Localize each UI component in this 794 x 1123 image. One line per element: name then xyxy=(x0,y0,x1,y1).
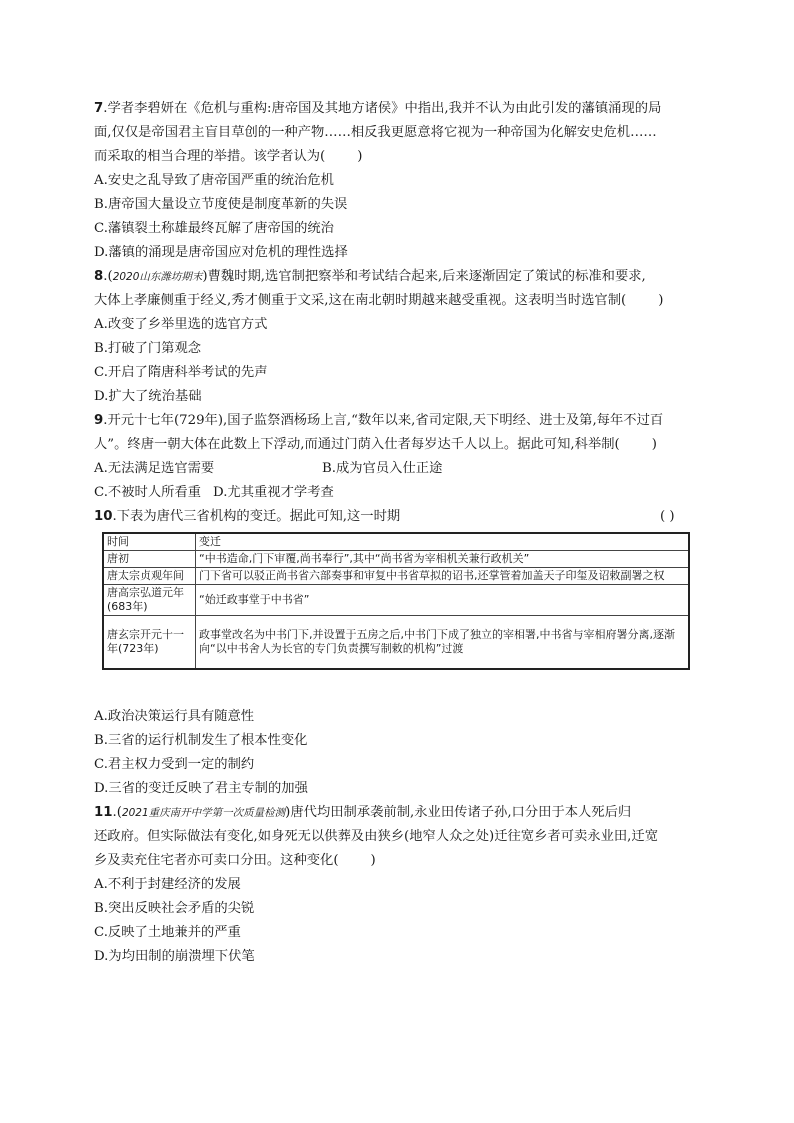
q9-line-2: 人”。终唐一朝大体在此数上下浮动,而通过门荫入仕者每岁达千人以上。据此可知,科举制( ) xyxy=(94,437,657,452)
q9-option-b: B.成为官员入仕正途 xyxy=(322,461,443,476)
q10-option-b: B.三省的运行机制发生了根本性变化 xyxy=(94,733,308,748)
table-cell-change: “中书造命,门下审覆,尚书奉行”,其中“尚书省为宰相机关兼行政机关” xyxy=(196,551,690,568)
q8-source: 2020山东潍坊期末 xyxy=(112,271,203,283)
table-cell-change: “始迁政事堂于中书省” xyxy=(196,585,690,616)
q9-number: 9 xyxy=(94,413,104,428)
table-header-row xyxy=(103,533,689,551)
q11-line-1: 11.(2021重庆南开中学第一次质量检测)唐代均田制承袭前制,永业田传诸子孙,口分田于本人死后归 xyxy=(94,805,632,820)
table-cell-time: 唐高宗弘道元年(683年) xyxy=(103,585,196,616)
table-cell-time: 唐太宗贞观年间 xyxy=(103,568,196,585)
q9-options-cd xyxy=(94,484,334,502)
q8-number: 8 xyxy=(94,269,104,284)
q9-option-d: D.尤其重视才学考查 xyxy=(213,485,334,500)
q7-line-1: 7.学者李碧妍在《危机与重构:唐帝国及其地方诸侯》中指出,我并不认为由此引发的藩镇涌现的局 xyxy=(94,101,662,116)
table-row xyxy=(103,616,689,670)
table-row xyxy=(103,551,689,568)
q10-number: 10 xyxy=(94,509,113,524)
q10-answer-paren: ( ) xyxy=(660,509,675,524)
q8-line-2: 大体上孝廉侧重于经义,秀才侧重于文采,这在南北朝时期越来越受重视。这表明当时选官制( ) xyxy=(94,293,664,308)
q8-line-1: 8.(2020山东潍坊期末)曹魏时期,选官制把察举和考试结合起来,后来逐渐固定了策试的标准和要求, xyxy=(94,269,646,284)
q7-number: 7 xyxy=(94,101,104,116)
table-header-change: 变迁 xyxy=(196,533,690,551)
q11-option-b: B.突出反映社会矛盾的尖锐 xyxy=(94,901,255,916)
q9-options-ab xyxy=(94,460,442,478)
q8-option-d: D.扩大了统治基础 xyxy=(94,389,202,404)
table-row xyxy=(103,585,689,616)
q10-option-d: D.三省的变迁反映了君主专制的加强 xyxy=(94,781,308,796)
q11-number: 11 xyxy=(94,805,113,820)
q11-line-3: 乡及卖充住宅者亦可卖口分田。这种变化( ) xyxy=(94,853,376,868)
q7-line-2: 面,仅仅是帝国君主盲目草创的一种产物……相反我更愿意将它视为一种帝国为化解安史危机…… xyxy=(94,125,657,140)
q11-option-a: A.不利于封建经济的发展 xyxy=(94,877,241,892)
table-cell-time: 唐初 xyxy=(103,551,196,568)
q11-line-2: 还政府。但实际做法有变化,如身死无以供葬及由狭乡(地窄人众之处)迁往宽乡者可卖永业田,迁宽 xyxy=(94,829,658,844)
q7-option-d: D.藩镇的涌现是唐帝国应对危机的理性选择 xyxy=(94,245,348,260)
q8-option-a: A.改变了乡举里选的选官方式 xyxy=(94,317,268,332)
q8-option-b: B.打破了门第观念 xyxy=(94,341,202,356)
q11-option-d: D.为均田制的崩溃埋下伏笔 xyxy=(94,949,255,964)
q7-line-3: 而采取的相当合理的举措。该学者认为( ) xyxy=(94,149,363,164)
q7-option-c: C.藩镇裂土称雄最终瓦解了唐帝国的统治 xyxy=(94,221,334,236)
q11-source: 2021重庆南开中学第一次质量检测 xyxy=(121,807,286,819)
q8-option-c: C.开启了隋唐科举考试的先声 xyxy=(94,365,268,380)
table-cell-time: 唐玄宗开元十一年(723年) xyxy=(103,616,196,670)
q10-option-c: C.君主权力受到一定的制约 xyxy=(94,757,255,772)
table-cell-change: 政事堂改名为中书门下,并设置于五房之后,中书门下成了独立的宰相署,中书省与宰相府署分离,逐渐向“以中书舍人为长官的专门负责撰写制敕的机构”过渡 xyxy=(196,616,690,670)
q9-option-c: C.不被时人所看重 xyxy=(94,485,202,500)
q9-line-1: 9.开元十七年(729年),国子监祭酒杨玚上言,“数年以来,省司定限,天下明经、进士及第,每年不过百 xyxy=(94,413,664,428)
q7-option-b: B.唐帝国大量设立节度使是制度革新的失误 xyxy=(94,197,348,212)
q10-table xyxy=(102,532,690,670)
q10-option-a: A.政治决策运行具有随意性 xyxy=(94,709,255,724)
table-row xyxy=(103,568,689,585)
q7-option-a: A.安史之乱导致了唐帝国严重的统治危机 xyxy=(94,173,334,188)
table-header-time: 时间 xyxy=(103,533,196,551)
table-cell-change: 门下省可以驳正尚书省六部奏事和审复中书省草拟的诏书,还掌管着加盖天子印玺及诏敕副署之权 xyxy=(196,568,690,585)
q11-option-c: C.反映了土地兼并的严重 xyxy=(94,925,241,940)
q10-stem: 10.下表为唐代三省机构的变迁。据此可知,这一时期 xyxy=(94,509,401,524)
q9-option-a: A.无法满足选官需要 xyxy=(94,461,215,476)
